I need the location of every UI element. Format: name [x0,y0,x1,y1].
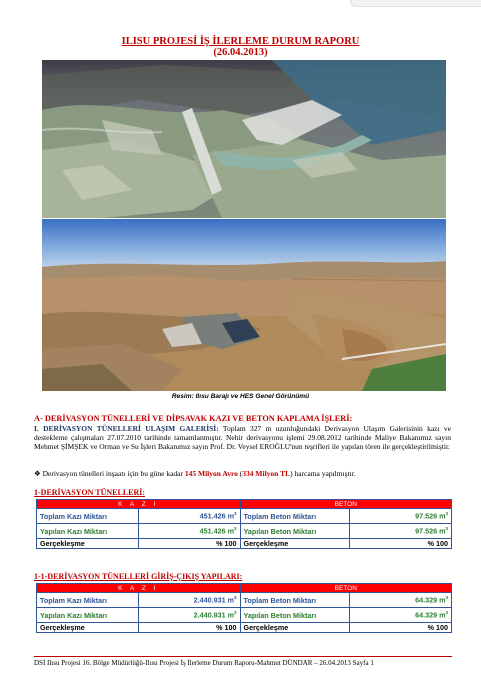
table1-value-cell: 451.426 $m^3$ [138,509,240,524]
table1-value-cell: % 100 [138,539,240,549]
section-a-subtitle: I. DERİVASYON TÜNELLERİ ULAŞIM GALERİSİ: [34,424,219,433]
table1-quantities [36,499,452,549]
table2-value-cell: % 100 [138,623,240,633]
table2-cell: Yapılan Beton Miktarı [240,608,350,623]
table2-kazi-header: K A Z I [37,584,241,593]
table2-value-cell: 64.329 $m^3$ [350,608,452,623]
report-title: ILISU PROJESİ İŞ İLERLEME DURUM RAPORU [121,36,360,47]
page-corner-tab [350,0,481,7]
table2-cell: Gerçekleşme [37,623,139,633]
bullet-paren-open: ( [239,469,243,478]
expenditure-bullet [34,469,451,478]
footer-divider [34,656,452,657]
bullet-text-post: harcama yapılmıştır. [294,469,356,478]
table2-value-cell: 2.440.931 $m^3$ [138,608,240,623]
table1-cell: Gerçekleşme [37,539,139,549]
table1-value-cell: 451.426 $m^3$ [138,524,240,539]
table1-value-cell: 97.526 $m^3$ [350,524,452,539]
bullet-text-pre: Derivasyon tünelleri inşaatı için bu güne kadar [42,469,183,478]
page-footer: DSİ Ilısu Projesi 16. Bölge Müdürlüğü-Ilısu Projesi İş İlerleme Durum Raporu-Mahmut DÜNDAR – 26.04.2013 Sayfa 1 [34,659,374,667]
table2-cell: Yapılan Kazı Miktarı [37,608,139,623]
table2-heading: 1-1-DERİVASYON TÜNELLERİ GİRİŞ-ÇIKIŞ YAPILARI: [34,572,243,581]
dam-site-photo [42,219,446,391]
bullet-amount-tl: 334 Milyon TL [242,469,291,478]
dam-rendering-image [42,60,446,218]
table1-cell: Yapılan Beton Miktarı [240,524,350,539]
table2-value-cell: % 100 [350,623,452,633]
bullet-amount-euro: 145 Milyon Avro [184,469,238,478]
bullet-diamond-icon: ❖ [34,469,41,478]
table1-cell: Toplam Beton Miktarı [240,509,350,524]
figure-caption: Resim: Ilısu Barajı ve HES Genel Görünümü [171,393,310,400]
bullet-paren-close: ) [290,469,293,478]
table2-value-cell: 2.440.931 $m^3$ [138,593,240,608]
report-date: (26.04.2013) [213,47,268,58]
table1-kazi-header: K A Z I [37,500,241,509]
section-a-body: Toplam 327 m uzunluğundaki Derivasyon Ulaşım Galerisinin kazı ve destekleme çalışmaları 27.07.2010 tarihinde tamamlanmıştır. Nehir derivasyonu işlemi 29.08.2012 tarihinde Maliye Bakanımız sayın Mehmet ŞİMŞEK ve Orman ve Su İşleri Bakanımız sayın Prof. Dr. Veysel EROĞLU'nun teşrifleri ile yapılan tören ile gerçekleştirilmiştir. [34,424,451,452]
table1-cell: Yapılan Kazı Miktarı [37,524,139,539]
table1-beton-header: BETON [240,500,451,509]
table1-cell: Gerçekleşme [240,539,350,549]
table2-cell: Toplam Kazı Miktarı [37,593,139,608]
section-a-paragraph [34,424,451,452]
table2-cell: Toplam Beton Miktarı [240,593,350,608]
section-a-heading: A- DERİVASYON TÜNELLERİ VE DİPSAVAK KAZI VE BETON KAPLAMA İŞLERİ: [34,414,353,423]
table1-cell: Toplam Kazı Miktarı [37,509,139,524]
table2-quantities [36,583,452,633]
table2-value-cell: 64.329 $m^3$ [350,593,452,608]
table1-value-cell: % 100 [350,539,452,549]
table2-beton-header: BETON [240,584,451,593]
table1-value-cell: 97.526 $m^3$ [350,509,452,524]
table2-cell: Gerçekleşme [240,623,350,633]
table1-heading: 1-DERİVASYON TÜNELLERİ: [34,488,146,497]
